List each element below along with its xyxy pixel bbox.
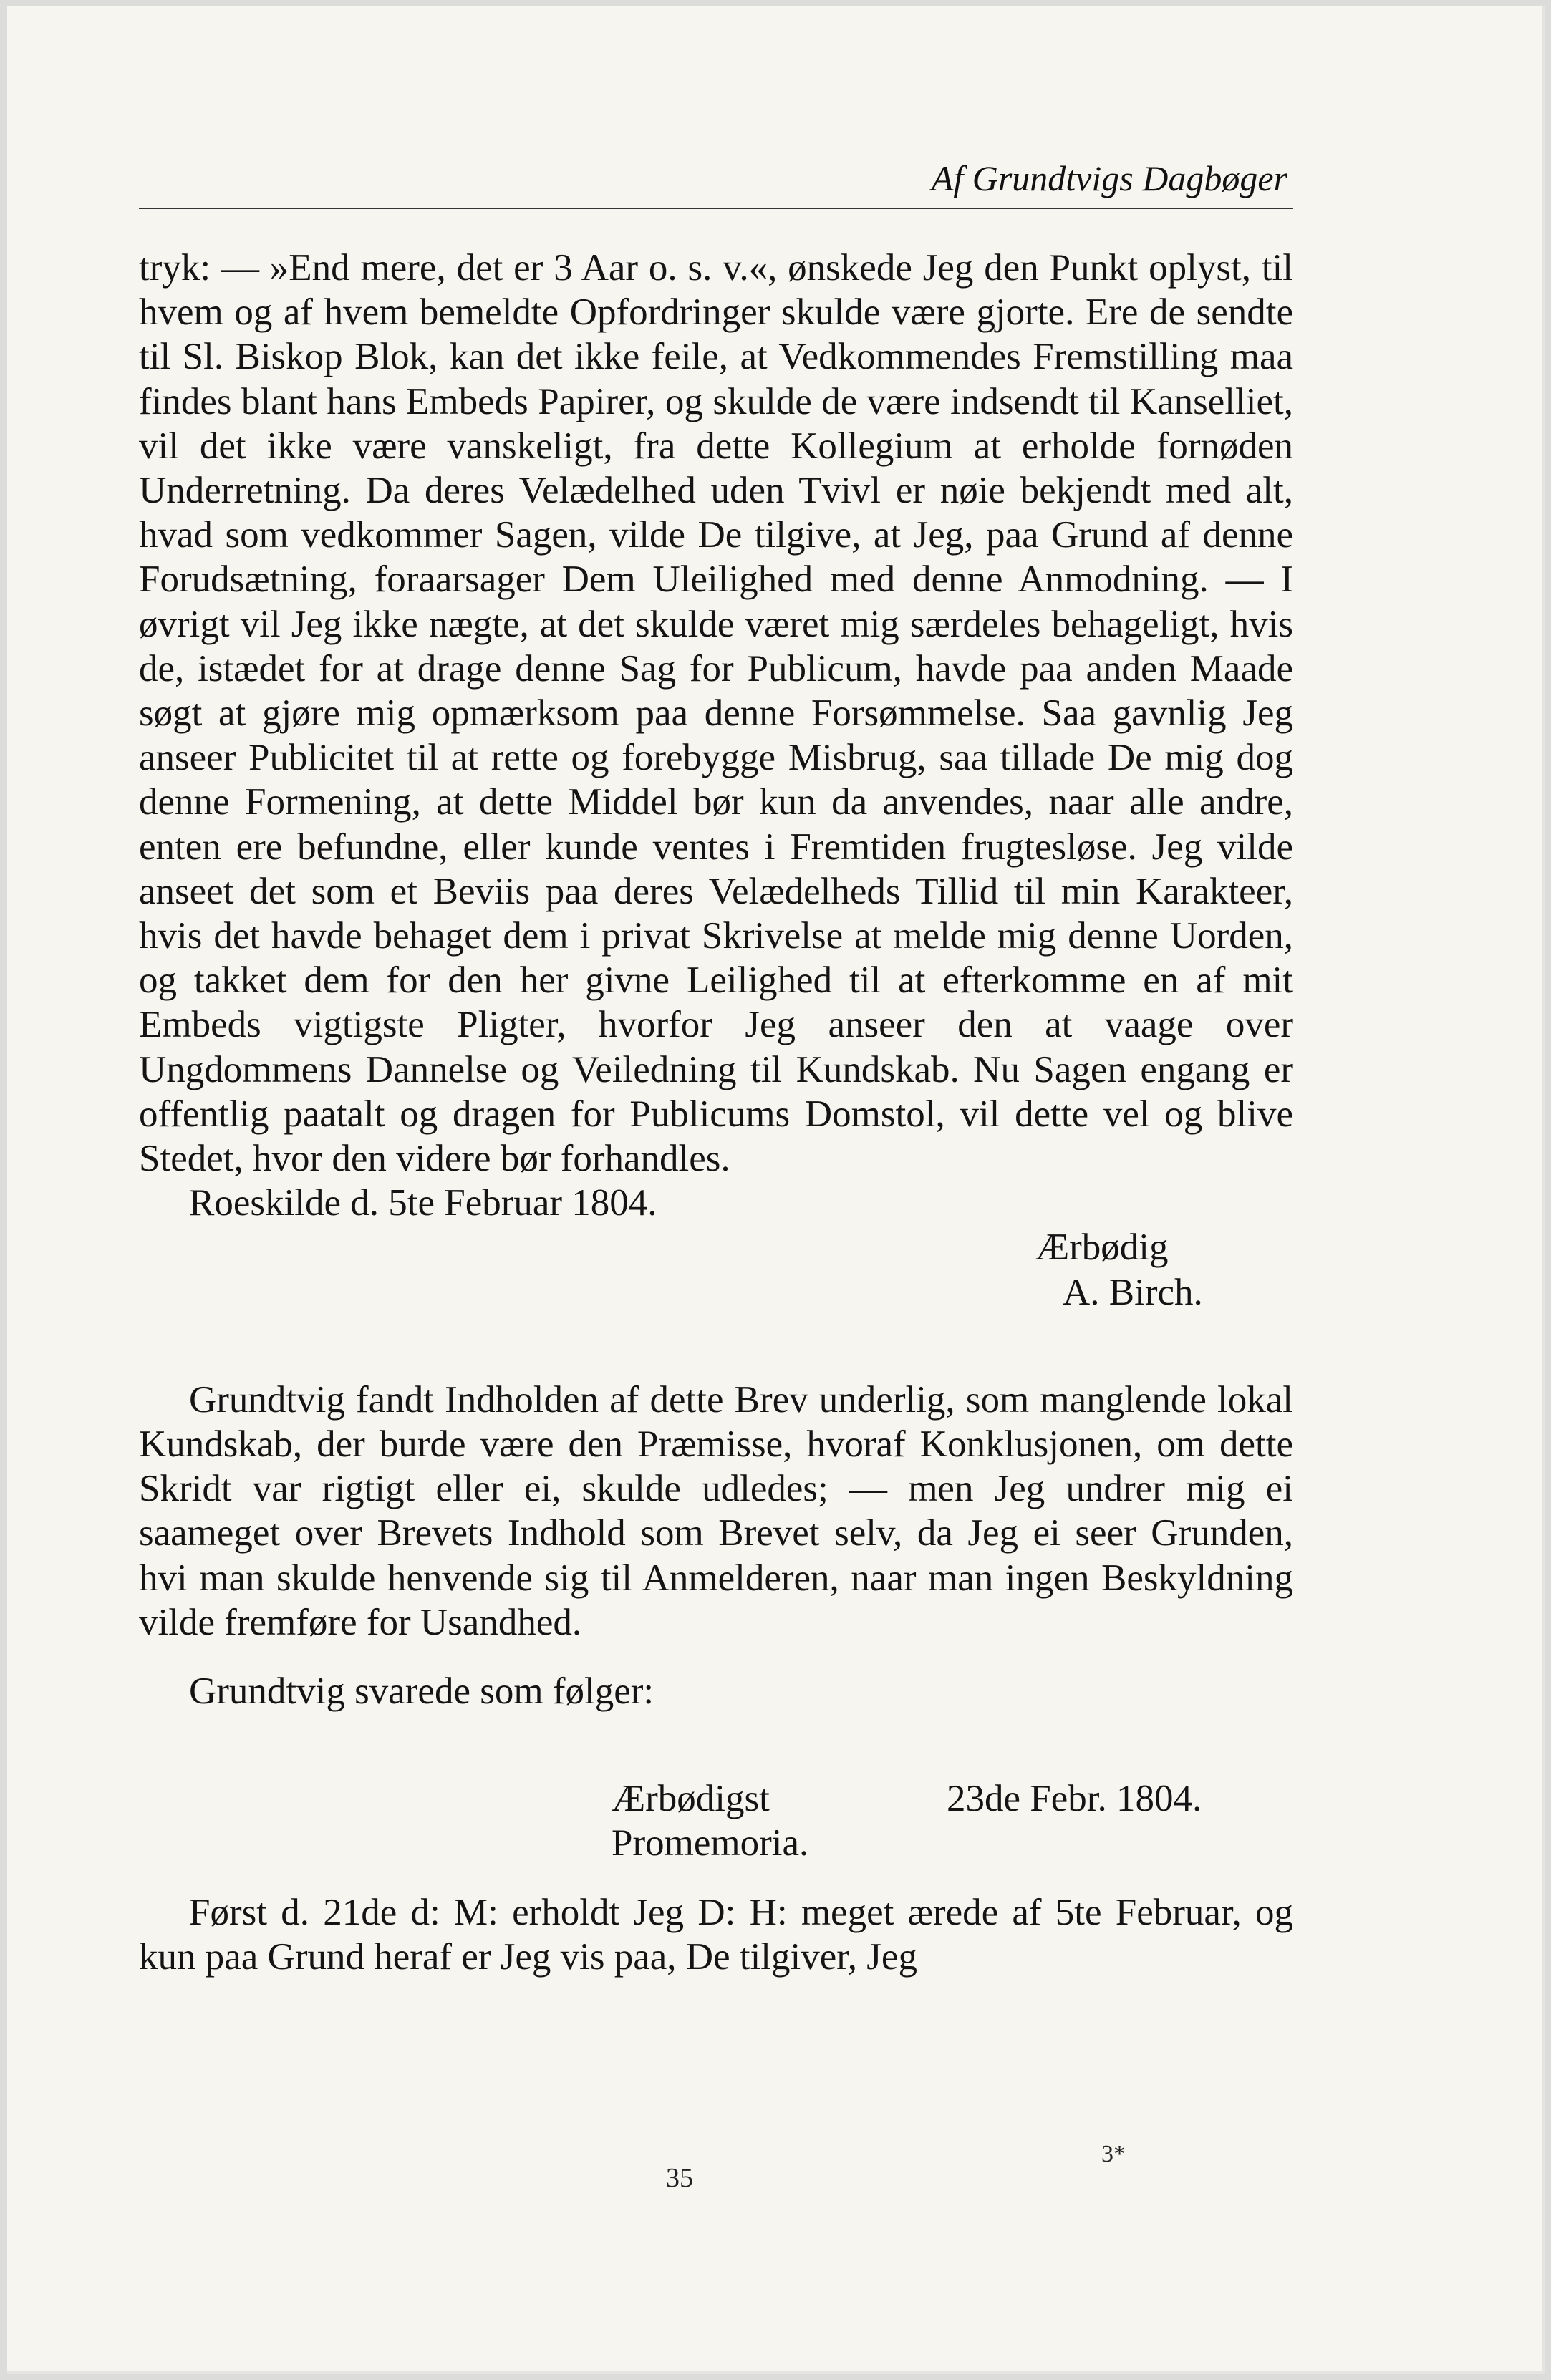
signature-line: A. Birch. [1063,1271,1203,1313]
page-text [139,246,1293,1979]
reply-greeting-row [139,1776,1293,1821]
letter-paragraph: tryk: — »End mere, det er 3 Aar o. s. v.«, ønskede Jeg den Punkt oplyst, til hvem og af hvem bemeldte Opfordringer skulde være gjorte. Ere de sendte til Sl. Biskop Blok, kan det ikke feile, at Vedkommendes Fremstilling maa findes blant hans Embeds Papirer, og skulde de være indsendt til Kanselliet, vil det ikke være vanskeligt, fra dette Kollegium at erholde fornøden Underretning. Da deres Velædelhed uden Tvivl er nøie bekjendt med alt, hvad som vedkommer Sagen, vilde De tilgive, at Jeg, paa Grund af denne Forudsætning, foraarsager Dem Uleilighed med denne Anmodning. — I øvrigt vil Jeg ikke nægte, at det skulde været mig særdeles behageligt, hvis de, istædet for at drage denne Sag for Publicum, havde paa anden Maade søgt at gjøre mig opmærksom paa denne Forsømmelse. Saa gavnlig Jeg anseer Publicitet til at rette og forebygge Misbrug, saa tillade De mig dog denne Formening, at dette Middel bør kun da anvendes, naar alle andre, enten ere befundne, eller kunde ventes i Fremtiden frugtesløse. Jeg vilde anseet det som et Beviis paa deres Velædelheds Tillid til min Karakteer, hvis det havde behaget dem i privat Skrivelse at melde mig denne Uorden, og takket dem for den her givne Leilighed til at efterkomme en af mit Embeds vigtigste Pligter, hvorfor Jeg anseer den at vaage over Ungdommens Dannelse og Veiledning til Kundskab. Nu Sagen engang er offentlig paatalt og dragen for Publicums Domstol, vil dette vel og blive Stedet, hvor den videre bør forhandles. [139,247,1293,1180]
reply-intro: Grundtvig svarede som følger: [189,1670,654,1713]
spacer [139,1645,1293,1669]
reply-date: 23de Febr. 1804. [947,1778,1202,1820]
spacer [139,1866,1293,1890]
reply-heading: Promemoria. [612,1822,809,1864]
signature-mark: 3* [1101,2141,1126,2167]
place-date-line: Roeskilde d. 5te Februar 1804. [189,1182,657,1224]
page-number: 35 [666,2163,693,2193]
reply-greeting: Ærbødigst [612,1778,770,1820]
running-head: Af Grundtvigs Dagbøger [931,158,1287,198]
closing-line: Ærbødig [1035,1227,1169,1269]
spacer [139,1315,1293,1378]
header-rule [139,208,1293,209]
reply-paragraph: Først d. 21de d: M: erholdt Jeg D: H: meget ærede af 5te Februar, og kun paa Grund heraf er Jeg vis paa, De tilgiver, Jeg [139,1891,1293,1978]
book-page [7,6,1545,2374]
commentary-paragraph: Grundtvig fandt Indholden af dette Brev underlig, som manglende lokal Kundskab, der burde være den Præmisse, hvoraf Konklusjonen, om dette Skridt var rigtigt eller ei, skulde udledes; — men Jeg undrer mig ei saameget over Brevets Indhold som Brevet selv, da Jeg ei seer Grunden, hvi man skulde henvende sig til Anmelderen, naar man ingen Beskyldning vilde fremføre for Usandhed. [139,1378,1293,1643]
spacer [139,1713,1293,1776]
